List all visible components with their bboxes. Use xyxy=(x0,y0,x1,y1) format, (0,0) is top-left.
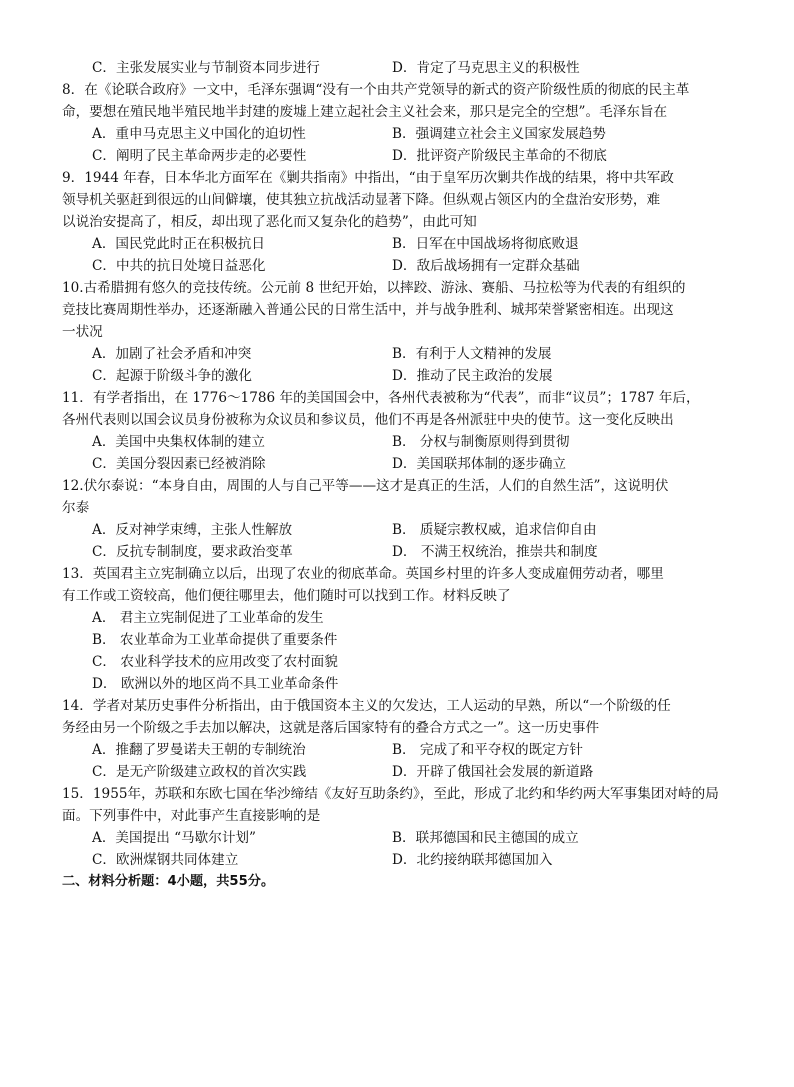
answer-option: B． 农业革命为工业革命提供了重要条件 xyxy=(92,632,338,648)
answer-option: A．美国中央集权体制的建立 xyxy=(92,434,265,450)
answer-option: D．肯定了马克思主义的积极性 xyxy=(392,60,580,76)
question-text-line: 领导机关驱赶到很远的山间僻壤，使其独立抗战活动显著下降。但纵观占领区内的全盘治安形势，难 xyxy=(62,192,661,208)
question-text-line: 14．学者对某历史事件分析指出，由于俄国资本主义的欠发达，工人运动的早熟，所以“一个阶级的任 xyxy=(62,698,671,714)
question-text-line: 有工作或工资较高，他们便往哪里去，他们随时可以找到工作。材料反映了 xyxy=(62,588,511,604)
question-text-line: 13．英国君主立宪制确立以后，出现了农业的彻底革命。英国乡村里的许多人变成雇佣劳动者，哪里 xyxy=(62,566,664,582)
answer-option: D． 不满王权统治，推崇共和制度 xyxy=(392,544,598,560)
answer-option: C．反抗专制制度，要求政治变革 xyxy=(92,544,293,560)
answer-option: B．日军在中国战场将彻底败退 xyxy=(392,236,579,252)
answer-option: C．欧洲煤钢共同体建立 xyxy=(92,852,239,868)
answer-option: D．推动了民主政治的发展 xyxy=(392,368,553,384)
answer-option: C．阐明了民主革命两步走的必要性 xyxy=(92,148,307,164)
answer-option: B． 质疑宗教权威，追求信仰自由 xyxy=(392,522,597,538)
question-text-line: 15．1955年，苏联和东欧七国在华沙缔结《友好互助条约》，至此，形成了北约和华约两大军事集团对峙的局 xyxy=(62,786,719,802)
answer-option: B．有利于人文精神的发展 xyxy=(392,346,552,362)
answer-option: D．批评资产阶级民主革命的不彻底 xyxy=(392,148,607,164)
answer-option: B． 分权与制衡原则得到贯彻 xyxy=(392,434,570,450)
answer-option: C．美国分裂因素已经被消除 xyxy=(92,456,266,472)
question-text-line: 8．在《论联合政府》一文中，毛泽东强调“没有一个由共产党领导的新式的资产阶级性质的彻底的民主革 xyxy=(62,82,690,98)
answer-option: C．中共的抗日处境日益恶化 xyxy=(92,258,266,274)
question-text-line: 10.古希腊拥有悠久的竞技传统。公元前 8 世纪开始，以摔跤、游泳、赛船、马拉松等为代表的有组织的 xyxy=(62,280,686,296)
answer-option: C． 农业科学技术的应用改变了农村面貌 xyxy=(92,654,338,670)
answer-option: D． 欧洲以外的地区尚不具工业革命条件 xyxy=(92,676,339,692)
answer-option: A．加剧了社会矛盾和冲突 xyxy=(92,346,252,362)
question-text-line: 各州代表则以国会议员身份被称为众议员和参议员，他们不再是各州派驻中央的使节。这一变化反映出 xyxy=(62,412,674,428)
question-text-line: 11．有学者指出，在 1776～1786 年的美国国会中，各州代表被称为“代表”，而非“议员”；1787 年后， xyxy=(62,390,700,406)
answer-option: A．重申马克思主义中国化的迫切性 xyxy=(92,126,306,142)
answer-option: C．是无产阶级建立政权的首次实践 xyxy=(92,764,307,780)
answer-option: D．开辟了俄国社会发展的新道路 xyxy=(392,764,594,780)
question-text-line: 命，要想在殖民地半殖民地半封建的废墟上建立起社会主义社会来，那只是完全的空想”。毛泽东旨在 xyxy=(62,104,668,120)
answer-option: B．联邦德国和民主德国的成立 xyxy=(392,830,579,846)
answer-option: C．主张发展实业与节制资本同步进行 xyxy=(92,60,320,76)
question-text-line: 务经由另一个阶级之手去加以解决，这就是落后国家特有的叠合方式之一”。这一历史事件 xyxy=(62,720,600,736)
answer-option: D．敌后战场拥有一定群众基础 xyxy=(392,258,580,274)
question-text-line: 面。下列事件中，对此事产生直接影响的是 xyxy=(62,808,321,824)
answer-option: A．反对神学束缚，主张人性解放 xyxy=(92,522,293,538)
question-text-line: 12.伏尔泰说：“本身自由，周围的人与自己平等——这才是真正的生活，人们的自然生活”，这说明伏 xyxy=(62,478,669,494)
question-text-line: 以说治安提高了，相反，却出现了恶化而又复杂化的趋势”，由此可知 xyxy=(62,214,477,230)
question-text-line: 尔泰 xyxy=(62,500,90,516)
answer-option: A．美国提出 “马歇尔计划” xyxy=(92,830,256,846)
question-text-line: 9．1944 年春，日本华北方面军在《剿共指南》中指出，“由于皇军历次剿共作战的结果，将中共军政 xyxy=(62,170,674,186)
question-text-line: 竞技比赛周期性举办，还逐渐融入普通公民的日常生活中，并与战争胜利、城邦荣誉紧密相连。出现这 xyxy=(62,302,674,318)
answer-option: A．国民党此时正在积极抗日 xyxy=(92,236,265,252)
answer-option: D．美国联邦体制的逐步确立 xyxy=(392,456,567,472)
answer-option: C．起源于阶级斗争的激化 xyxy=(92,368,252,384)
answer-option: A． 君主立宪制促进了工业革命的发生 xyxy=(92,610,324,626)
answer-option: D．北约接纳联邦德国加入 xyxy=(392,852,553,868)
section-heading: 二、材料分析题：4小题，共55分。 xyxy=(62,874,275,889)
question-text-line: 一状况 xyxy=(62,324,103,340)
answer-option: A．推翻了罗曼诺夫王朝的专制统治 xyxy=(92,742,306,758)
answer-option: B．强调建立社会主义国家发展趋势 xyxy=(392,126,606,142)
answer-option: B． 完成了和平夺权的既定方针 xyxy=(392,742,584,758)
